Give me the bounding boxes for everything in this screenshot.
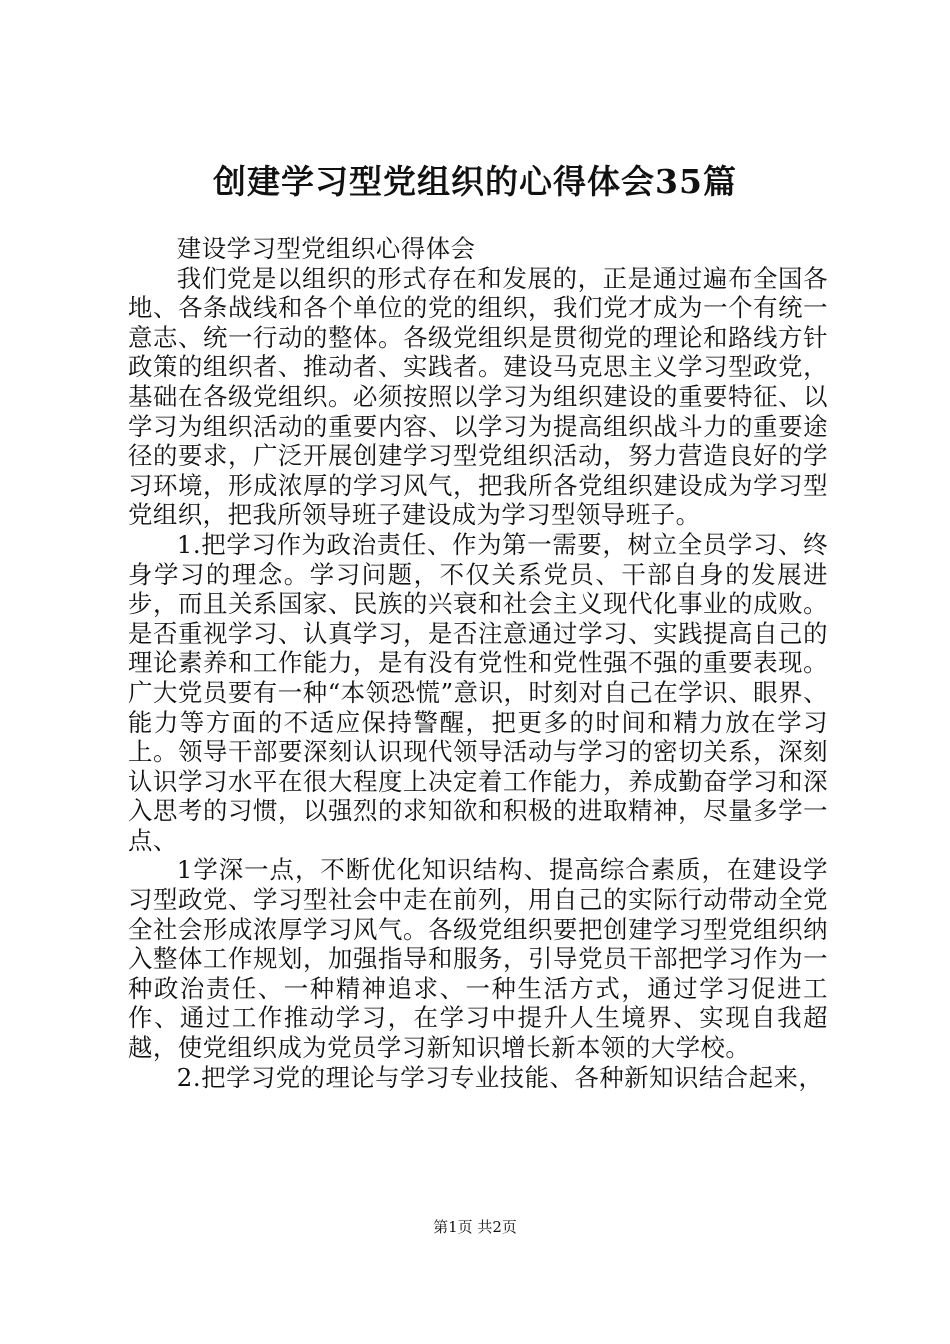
document-body [128,234,828,1092]
body-paragraph: 2.把学习党的理论与学习专业技能、各种新知识结合起来， [176,1062,824,1092]
body-paragraph: 我们党是以组织的形式存在和发展的，正是通过遍布全国各地、各条战线和各个单位的党的组织，我们党才成为一个有统一意志、统一行动的整体。各级党组织是贯彻党的理论和路线方针政策的组织者、推动者、实践者。建设马克思主义学习型政党，基础在各级党组织。必须按照以学习为组织建设的重要特征、以学习为组织活动的重要内容、以学习为提高组织战斗力的重要途径的要求，广泛开展创建学习型党组织活动，努力营造良好的学习环境，形成浓厚的学习风气，把我所各党组织建设成为学习型党组织，把我所领导班子建设成为学习型领导班子。 [128,263,828,530]
body-paragraph: 1学深一点，不断优化知识结构、提高综合素质，在建设学习型政党、学习型社会中走在前列，用自己的实际行动带动全党全社会形成浓厚学习风气。各级党组织要把创建学习型党组织纳入整体工作规划，加强指导和服务，引导党员干部把学习作为一种政治责任、一种精神追求、一种生活方式，通过学习促进工作、通过工作推动学习，在学习中提升人生境界、实现自我超越，使党组织成为党员学习新知识增长新本领的大学校。 [128,855,828,1063]
body-paragraph: 1.把学习作为政治责任、作为第一需要，树立全员学习、终身学习的理念。学习问题，不仅关系党员、干部自身的发展进步，而且关系国家、民族的兴衰和社会主义现代化事业的成败。是否重视学习、认真学习，是否注意通过学习、实践提高自己的理论素养和工作能力，是有没有党性和党性强不强的重要表现。广大党员要有一种“本领恐慌”意识，时刻对自己在学识、眼界、能力等方面的不适应保持警醒，把更多的时间和精力放在学习上。领导干部要深刻认识现代领导活动与学习的密切关系，深刻认识学习水平在很大程度上决定着工作能力，养成勤奋学习和深入思考的习惯，以强烈的求知欲和积极的进取精神，尽量多学一点、 [128,529,828,855]
page-number-footer: 第1页 共2页 [433,1218,517,1236]
document-title: 创建学习型党组织的心得体会35篇 [213,162,737,201]
subtitle-paragraph: 建设学习型党组织心得体会 [176,234,476,263]
